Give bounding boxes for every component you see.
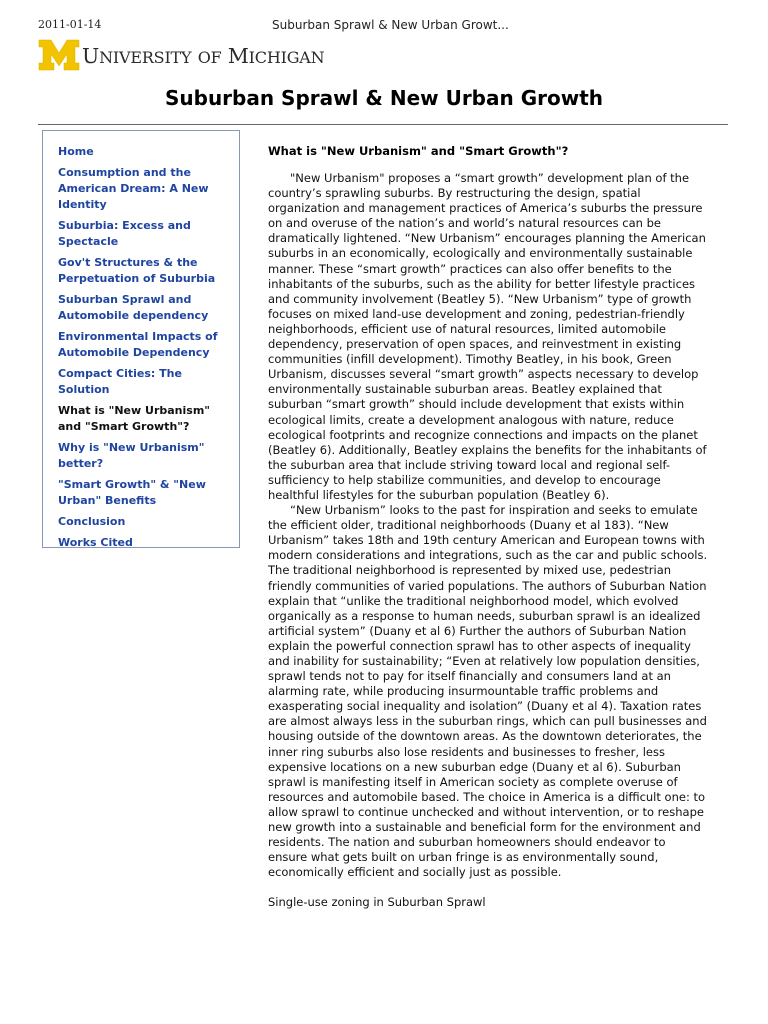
article-heading: What is "New Urbanism" and "Smart Growth"?	[268, 144, 569, 158]
nav-item-conclusion[interactable]: Conclusion	[58, 515, 126, 528]
nav-item-govt-structures[interactable]: Gov't Structures & the Perpetuation of Suburbia	[58, 256, 216, 285]
header-divider	[38, 124, 728, 125]
nav-item-consumption[interactable]: Consumption and the American Dream: A New Identity	[58, 166, 209, 211]
university-logo[interactable]	[38, 38, 338, 74]
print-header	[0, 18, 768, 34]
university-name: UNIVERSITY OF MICHIGAN	[82, 44, 325, 68]
article-paragraph: “New Urbanism” looks to the past for inspiration and seeks to emulate the efficient older, traditional neighborhoods (Duany et al 183). “New Urbanism” takes 18th and 19th century American and European towns with modern considerations and integrations, such as the car and public schools. The traditional neighborhood is represented by mixed use, pedestrian friendly communities of varied populations. The authors of Suburban Nation explain that “unlike the traditional neighborhood model, which evolved organically as a response to human needs, suburban sprawl is an idealized artificial system” (Duany et al 6) Further the authors of Suburban Nation explain the powerful connection sprawl has to other aspects of inequality and inability for sustainability; “Even at relatively low population densities, sprawl tends not to pay for itself financially and consumers land at an alarming rate, while producing insurmountable traffic problems and exasperating social inequality and isolation” (Duany et al 4). Taxation rates are almost always less in the suburban rings, which can pull businesses and housing outside of the downtown areas. As the downtown deteriorates, the inner ring suburbs also lose residents and businesses to fresher, less expensive locations on a new suburban edge (Duany et al 6). Suburban sprawl is manifesting itself in American society as complete overuse of resources and automobile based. The choice in America is a difficult one: to allow sprawl to continue unchecked and without intervention, or to reshape new growth into a sustainable and beneficial form for the environment and residents. The nation and suburban homeowners should endeavor to ensure what gets built on urban fringe is as environmentally sound, economically efficient and socially just as possible.	[268, 503, 708, 880]
article-paragraph: "New Urbanism" proposes a “smart growth” development plan of the country’s sprawling suburbs. By restructuring the design, spatial organization and management practices of America’s suburbs the pressure on and overuse of the nation’s and world’s natural resources can be dramatically lightened. “New Urbanism” encourages planning the American suburbs in an economically, ecologically and environmentally sustainable manner. These “smart growth” practices can also offer benefits to the inhabitants of the suburbs, such as the ability for better lifestyle practices and community involvement (Beatley 5). “New Urbanism” type of growth focuses on mixed land-use development and zoning, pedestrian-friendly neighborhoods, efficient use of natural resources, limited automobile dependency, preservation of open spaces, and reinvestment in existing communities (infill development). Timothy Beatley, in his book, Green Urbanism, discusses several “smart growth” aspects necessary to develop environmentally sustainable suburban areas. Beatley explained that suburban “smart growth” should include development that exists within ecological limits, create a development analogous with nature, reduce ecological footprints and recognize connections and impacts on the planet (Beatley 6). Additionally, Beatley explains the benefits for the inhabitants of the suburban area that include striving toward local and regional self-sufficiency to help stabilize communities, and develop to encourage healthful lifestyles for the suburban population (Beatley 6).	[268, 171, 707, 502]
nav-item-works-cited[interactable]: Works Cited	[58, 536, 133, 549]
nav-item-compact-cities[interactable]: Compact Cities: The Solution	[58, 367, 182, 396]
article	[268, 144, 708, 911]
print-page-title: Suburban Sprawl & New Urban Growt...	[272, 18, 509, 32]
nav-item-why-new-urbanism[interactable]: Why is "New Urbanism" better?	[58, 441, 205, 470]
nav-item-environmental-impacts[interactable]: Environmental Impacts of Automobile Dependency	[58, 330, 218, 359]
nav-item-benefits[interactable]: "Smart Growth" & "New Urban" Benefits	[58, 478, 206, 507]
image-caption: Single-use zoning in Suburban Sprawl	[268, 895, 486, 910]
print-date: 2011-01-14	[38, 18, 102, 31]
nav-item-new-urbanism-current: What is "New Urbanism" and "Smart Growth"?	[58, 404, 211, 433]
nav-item-home[interactable]: Home	[58, 145, 94, 158]
nav-item-sprawl-automobile[interactable]: Suburban Sprawl and Automobile dependency	[58, 293, 209, 322]
sidebar-nav	[42, 130, 240, 548]
nav-item-suburbia[interactable]: Suburbia: Excess and Spectacle	[58, 219, 191, 248]
block-m-logo-icon	[38, 38, 80, 72]
site-title: Suburban Sprawl & New Urban Growth	[164, 86, 603, 110]
